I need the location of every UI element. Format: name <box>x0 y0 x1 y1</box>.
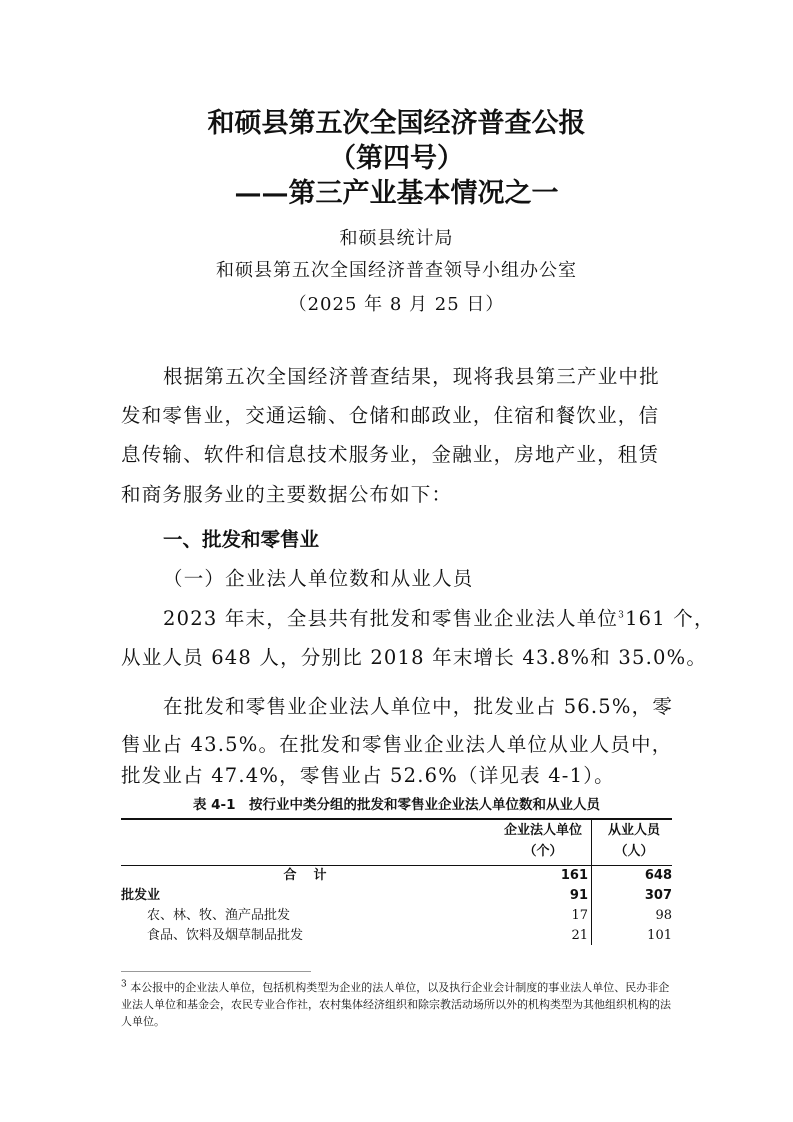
para2-line: 售业占 43.5%。在批发和零售业企业法人单位从业人员中， <box>121 733 673 756</box>
para1-line: 2023 年末，全县共有批发和零售业企业法人单位$^3$161 个， <box>163 607 715 630</box>
row-persons: 101 <box>647 928 672 943</box>
issuer-2: 和硕县第五次全国经济普查领导小组办公室 <box>216 260 577 281</box>
title-line-1: 和硕县第五次全国经济普查公报 <box>207 108 586 139</box>
intro-line: 和商务服务业的主要数据公布如下： <box>121 483 453 506</box>
section-heading: 一、批发和零售业 <box>163 528 320 551</box>
row-persons: 648 <box>644 868 672 883</box>
header-units: 企业法人单位 <box>503 823 582 838</box>
row-persons: 98 <box>655 908 672 923</box>
para2-line: 在批发和零售业企业法人单位中，批发业占 56.5%，零 <box>163 695 674 718</box>
intro-line: 发和零售业，交通运输、仓储和邮政业，住宿和餐饮业，信 <box>121 404 660 427</box>
row-persons: 307 <box>644 888 672 903</box>
row-label: 合 计 <box>283 868 329 883</box>
subsection-heading: （一）企业法人单位数和从业人员 <box>163 567 474 590</box>
row-units: 91 <box>569 888 588 903</box>
issuer-1: 和硕县统计局 <box>339 228 454 249</box>
header-persons: 从业人员 <box>607 823 660 838</box>
table-caption: 表 4-1 按行业中类分组的批发和零售业企业法人单位数和从业人员 <box>192 797 601 813</box>
para2-line: 批发业占 47.4%，零售业占 52.6%（详见表 4-1）。 <box>121 764 615 787</box>
table-column-divider <box>591 820 592 945</box>
para1-line: 从业人员 648 人，分别比 2018 年末增长 43.8%和 35.0%。 <box>121 646 708 669</box>
intro-line: 息传输、软件和信息技术服务业，金融业，房地产业，租赁 <box>121 443 660 466</box>
intro-line: 根据第五次全国经济普查结果，现将我县第三产业中批 <box>163 365 660 388</box>
header-units-unit: （个） <box>523 844 563 859</box>
footnote-separator <box>121 971 311 972</box>
header-persons-unit: （人） <box>614 844 654 859</box>
footnote-mark: 3 <box>121 979 127 990</box>
title-line-2: （第四号） <box>329 143 464 174</box>
publish-date: （2025 年 8 月 25 日） <box>288 294 505 315</box>
footnote <box>121 979 676 1030</box>
row-units: 161 <box>560 868 588 883</box>
row-units: 17 <box>571 908 588 923</box>
table-header-rule <box>121 865 672 866</box>
footnote-ref[interactable]: 3 <box>618 610 626 621</box>
footnote-text: 本公报中的企业法人单位，包括机构类型为企业的法人单位，以及执行企业会计制度的事业法人单位、民办非企业法人单位和基金会，农民专业合作社，农村集体经济组织和除宗教活动场所以外的机构类型为其他组织机构的法人单位。 <box>121 981 671 1028</box>
table-top-rule <box>121 818 672 820</box>
row-label: 农、林、牧、渔产品批发 <box>147 908 291 923</box>
title-line-3: ——第三产业基本情况之一 <box>234 178 559 209</box>
row-units: 21 <box>571 928 588 943</box>
row-label: 食品、饮料及烟草制品批发 <box>147 928 304 943</box>
row-label: 批发业 <box>121 888 161 903</box>
